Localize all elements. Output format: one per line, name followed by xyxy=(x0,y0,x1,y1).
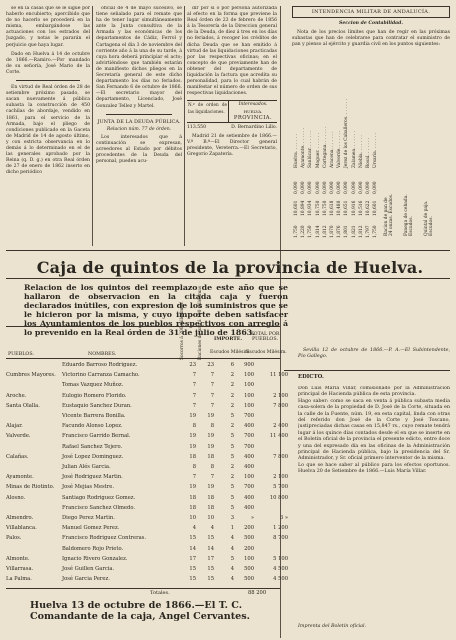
cell-pueblo: La Palma. xyxy=(6,576,32,583)
cell-nombre: Vicente Barrera Bonilla. xyxy=(62,413,126,419)
cell-raciones: 19 xyxy=(207,443,214,450)
cell-nombre: José Lopez Dominguez. xyxy=(62,453,124,460)
table-row xyxy=(6,484,288,491)
cell-total: 3 » xyxy=(279,515,288,521)
divider xyxy=(284,370,450,371)
cell-total: 11 100 xyxy=(269,372,288,379)
cell-total: 7 800 xyxy=(273,402,288,409)
cell-milesimas: » xyxy=(250,515,254,521)
table-row xyxy=(6,464,288,471)
table-row xyxy=(6,382,288,389)
table-row xyxy=(6,505,288,512)
cell-escudos: 4 xyxy=(230,535,234,542)
column-divider xyxy=(92,6,93,246)
price-cebada-value: 10,618 xyxy=(330,200,335,216)
cell-socorros: 19 xyxy=(189,484,196,491)
cell-socorros: 7 xyxy=(192,474,196,481)
th-total: TOTAL POR PUEBLOS. xyxy=(250,332,280,342)
junta-heading: JUNTA DE LA DEUDA PÚBLICA. xyxy=(97,118,181,125)
cell-escudos: 1 xyxy=(230,525,234,532)
th-raciones: Raciones de pan á 100 milésimas xyxy=(198,285,203,360)
edicto-heading: EDICTO. xyxy=(298,374,324,380)
column-3 xyxy=(187,6,277,246)
edicto-text: Don Luis María Villar, comisionado por la Administración principal de Hacienda pública de esta provincia. Hago saber: como se saca en venta á pública subasta media casa-solera de la propiedad de D. José de la Corte, situada en la calle de la Fuente, núm. 19, en esta capital, linda con otras del referido don José de la Corte y José Toscano, justipreciadas dichas casas en 15,847 rs., cuyo remate tendrá lugar á los quince días contados desde el en que se inserte en el Boletín oficial de la provincia el presente edicto, entre doce y una del expresado día en las oficinas de la Administración principal de Hacienda pública, bajo la presidencia del Sr. Administrador, y Sr. oficial primero interventor de la misma. Lo que se hace saber al público para los efectos oportunos. Huelva 20 de Setiembre de 1866.—Luis María Villar. xyxy=(298,386,450,475)
cell-pueblo: Aroche. xyxy=(6,392,27,399)
price-pan-value: 0,090 xyxy=(315,181,321,194)
cell-raciones: 7 xyxy=(210,372,214,379)
intendencia-heading: INTENDENCIA MILITAR DE ANDALUCÍA. xyxy=(292,6,450,18)
price-pan-title: Racion de pan de 24 onzas. Escudos. xyxy=(384,193,394,236)
cell-raciones: 18 xyxy=(207,504,214,511)
cell-nombre: Francisco Sanchez Olmedo. xyxy=(62,504,136,511)
table-row xyxy=(6,546,288,553)
cell-milesimas: 100 xyxy=(244,392,254,399)
price-place: Valverde. . . . . . . xyxy=(337,130,343,168)
cell-raciones: 4 xyxy=(210,525,214,532)
price-paja-value: 1,821 xyxy=(351,225,357,238)
cell-nombre: Santiago Rodriguez Gomez. xyxy=(62,494,136,501)
price-paja-value: 1,797 xyxy=(366,225,371,238)
price-cebada-value: 10,934 xyxy=(308,200,314,216)
cell-raciones: 15 xyxy=(207,535,214,542)
price-cebada-value: 10,750 xyxy=(322,200,328,216)
cell-socorros: 14 xyxy=(189,545,196,552)
cell-pueblo: Alajar. xyxy=(6,423,23,430)
province-label: HUELVA. xyxy=(243,108,263,114)
price-cebada-value: 10,622 xyxy=(366,200,371,216)
banner-top-rule xyxy=(6,250,450,251)
cell-nombre: Baldomero Rojo Prieto. xyxy=(62,545,124,552)
cell-escudos: 5 xyxy=(230,494,234,501)
table-row xyxy=(6,444,288,451)
cell-nombre: Francisco Garrido Bernal. xyxy=(62,433,131,440)
price-pan-value: 0,090 xyxy=(322,181,328,194)
cell-milesimas: 700 xyxy=(244,484,254,491)
cell-raciones: 23 xyxy=(207,362,214,368)
table-row xyxy=(6,474,288,481)
liquidation-name: D. Bernardino Lillo. xyxy=(231,124,277,130)
page-banner: Caja de quintos de la provincia de Huelva. xyxy=(36,258,424,277)
cell-total: 5 700 xyxy=(273,484,288,491)
cell-milesimas: 100 xyxy=(244,474,254,481)
cell-raciones: 15 xyxy=(207,566,214,572)
cell-nombre: Francisco Rodriguez Contreras. xyxy=(62,535,146,542)
cell-raciones: 18 xyxy=(207,453,214,460)
cell-socorros: 15 xyxy=(189,576,196,583)
cell-escudos: 5 xyxy=(230,443,234,450)
cell-socorros: 15 xyxy=(189,535,196,542)
price-cebada-value: 10,894 xyxy=(301,200,307,216)
cell-pueblo: Santa Olalla. xyxy=(6,402,40,409)
th-importe: IMPORTE. xyxy=(214,336,243,342)
table-row xyxy=(6,454,288,461)
relacion-subtitle: Relacion de los quintos del reemplazo de este año que se hallaron de observacion en la citada caja y fueron declarados inútiles, con expresion de los suministros que se le hicieron por la misma, y cuyo importe deben satisfacer los Ayuntamientos de los pueblos respectivos con arreglo á lo prevenido en la Real órden de 31 de julio de 1863. xyxy=(24,283,288,337)
cell-escudos: 2 xyxy=(230,474,234,481)
table-row xyxy=(6,372,288,379)
imprenta: Imprenta del Boletín oficial. xyxy=(298,624,367,629)
cell-escudos: 2 xyxy=(230,382,234,389)
price-paja-value: 1,750 xyxy=(308,225,314,238)
cell-escudos: 3 xyxy=(230,515,234,521)
cell-escudos: 2 xyxy=(230,464,234,470)
price-pan-value: 0,090 xyxy=(330,181,335,194)
cell-socorros: 19 xyxy=(189,443,196,450)
totales-value: 88 200 xyxy=(248,590,267,596)
cell-nombre: José Mejias Mestre. xyxy=(62,484,114,491)
cell-socorros: 7 xyxy=(192,372,196,379)
liquidation-row xyxy=(187,125,277,131)
table-row xyxy=(6,393,288,400)
th-escudos: Escudos Milésim. xyxy=(210,350,251,355)
table-row xyxy=(6,566,288,573)
price-pan-value: 0,090 xyxy=(366,181,371,194)
cell-escudos: 5 xyxy=(230,433,234,440)
cell-escudos: 4 xyxy=(230,545,234,552)
cell-nombre: Julian Alés Garcia. xyxy=(62,464,111,470)
price-paja-value: 1,814 xyxy=(315,225,321,238)
footer-signature: Huelva 13 de octubre de 1866.—El T. C. Comandante de la caja, Angel Cervantes. xyxy=(30,600,250,622)
cell-pueblo: Villarrasa. xyxy=(6,566,34,572)
cell-pueblo: Alosno. xyxy=(6,494,26,501)
price-cebada-value: 10,516 xyxy=(358,200,364,216)
price-pan-value: 0,090 xyxy=(344,181,350,194)
cell-socorros: 18 xyxy=(189,494,196,501)
cell-socorros: 8 xyxy=(192,464,196,470)
cell-raciones: 7 xyxy=(210,402,214,409)
cell-socorros: 18 xyxy=(189,504,196,511)
cell-pueblo: Palos. xyxy=(6,535,22,542)
col3-paragraph-2: Madrid 21 de setiembre de 1866.—V.º B.º—El Director general presidente, Vereterra.—El Secretario, Gregorio Zapatería. xyxy=(187,133,277,158)
province-heading: PROVINCIA. xyxy=(233,114,273,121)
price-cebada-value: 10,601 xyxy=(373,200,379,216)
cell-total: 2 100 xyxy=(273,392,288,399)
col1-paragraph-3: En virtud de Real órden de 28 de setiembre próximo pasado, se sacan nuevamente á pública subasta la construcción de 450 cachilas de abordaje, vendido en 1861, para el servicio de la Armada, bajo el pliego de condiciones publicado en la Gaceta de Madrid de 14 de agosto último, y con estricta observancia en lo demás á lo determinado en el de las generales aprobado por la Reina (q. D. g.) en otra Real órden de 27 de enero de 1862 inserto en dicho periódico xyxy=(6,85,90,176)
cell-raciones: 8 xyxy=(210,423,214,430)
cell-nombre: Diego Perez Martin. xyxy=(62,515,115,521)
cell-socorros: 4 xyxy=(192,525,196,532)
cell-raciones: 14 xyxy=(207,545,214,552)
table-top-rule xyxy=(6,326,280,327)
cell-total: 1 200 xyxy=(273,525,288,532)
price-place: Jerez de los Caballeros. . . . . . . xyxy=(344,98,350,168)
table-row xyxy=(6,535,288,542)
cell-total: 10 800 xyxy=(269,494,288,501)
price-paja-value: 1,812 xyxy=(322,225,328,238)
cell-nombre: Victorino Carranza Camacho. xyxy=(62,372,140,379)
cell-milesimas: 500 xyxy=(244,566,254,572)
table-row xyxy=(6,433,288,440)
price-cebada-value: 10,750 xyxy=(315,200,321,216)
price-paja-value: 1,801 xyxy=(344,225,350,238)
cell-milesimas: 700 xyxy=(244,443,254,450)
cell-socorros: 7 xyxy=(192,382,196,389)
cell-raciones: 15 xyxy=(207,576,214,583)
col4-paragraph-1: Nota de los precios límites que han de regir en las próximas subastas que han de celebrarse para contratar el suministro de pan y pienso al ejército y guardia civil en los puntos siguientes: xyxy=(292,30,450,48)
cell-total: 5 100 xyxy=(273,555,288,562)
cell-milesimas: 700 xyxy=(244,433,254,440)
cell-pueblo: Cumbres Mayores. xyxy=(6,372,56,379)
cell-socorros: 19 xyxy=(189,413,196,419)
cell-milesimas: 200 xyxy=(244,525,254,532)
price-cebada-value: 10,916 xyxy=(351,200,357,216)
cell-socorros: 19 xyxy=(189,433,196,440)
cell-socorros: 10 xyxy=(189,515,196,521)
price-table xyxy=(292,98,450,244)
cell-milesimas: 400 xyxy=(244,464,254,470)
col2-paragraph-1: oficial de 4 de mayo sucesivo, se tiene señalado para el remate que ha de tener lugar simultáneamente ante la Junta consultiva de la Armada y las económicas de los departamentos de Cádiz, Ferrol y Cartagena el día 3 de noviembre del corriente año á la una de su tarde, á cuya hora deberá principiar el acto; advirtiéndose que también estarán de manifiesto dichos pliegos en la Secretaría general de este dicho departamento los días no feriados. San Fernando 6 de octubre de 1866.—El secretario mayor del departamento, Licenciado, José Gonzalez Tellez y Martel. xyxy=(96,6,182,109)
cell-pueblo: Almonte. xyxy=(6,555,30,562)
price-place: Niebla. . . . . . . xyxy=(358,135,364,168)
cell-pueblo: Valverde. xyxy=(6,433,31,440)
cell-nombre: Tomas Vazquez Muñoz. xyxy=(62,382,124,389)
cell-escudos: 2 xyxy=(230,423,234,430)
cell-escudos: 6 xyxy=(230,362,234,368)
cell-escudos: 4 xyxy=(230,566,234,572)
cell-milesimas: 100 xyxy=(244,402,254,409)
cell-nombre: Manuel Gomez Perez. xyxy=(62,525,120,532)
cell-escudos: 2 xyxy=(230,392,234,399)
liquidation-table-header xyxy=(187,100,277,122)
cell-pueblo: Minas de Riotinto. xyxy=(6,484,55,491)
price-place: Huelva. . . . . . . xyxy=(294,134,299,168)
price-pan-value: 0,090 xyxy=(294,181,299,194)
price-paja-value: 1,750 xyxy=(373,225,379,238)
price-pan-value: 0,090 xyxy=(308,181,314,194)
cell-socorros: 8 xyxy=(192,423,196,430)
col3-paragraph-1: dir por sí ó por persona autorizada al efecto en la forma que previene la Real órden de 23 de febrero de 1856 á la Tesorería de la Direccion general de la Deuda, de diez á tres en los días no feriados, á recoger los créditos de dicha Deuda que se han emitido á virtud de las liquidaciones practicadas por las respectivas oficinas; en el concepto de que previamente han de obtener del departamento de liquidación la factura que acredita su personalidad, para lo cual habrán de manifestar el número de orden de sus respectivas liquidaciones. xyxy=(187,6,277,97)
cell-milesimas: 400 xyxy=(244,494,254,501)
table-row xyxy=(6,556,288,563)
price-pan-value: 0,090 xyxy=(301,181,307,194)
cell-milesimas: 100 xyxy=(244,382,254,389)
cell-raciones: 19 xyxy=(207,433,214,440)
cell-total: 7 800 xyxy=(273,453,288,460)
cell-total: 4 500 xyxy=(273,576,288,583)
cell-pueblo: Calañas. xyxy=(6,453,29,460)
cell-total: 11 400 xyxy=(269,433,288,440)
cell-socorros: 15 xyxy=(189,566,196,572)
cell-escudos: 2 xyxy=(230,402,234,409)
cell-milesimas: 500 xyxy=(244,535,254,542)
totales-label: Totales. xyxy=(150,590,170,596)
liquidation-number: 113.550 xyxy=(187,124,206,130)
table-row xyxy=(6,525,288,532)
cell-raciones: 7 xyxy=(210,382,214,389)
price-paja-value: 1,876 xyxy=(337,225,343,238)
cell-escudos: 5 xyxy=(230,453,234,460)
price-place: Sanlúcar. . . . . . . xyxy=(308,130,314,168)
price-place: Rosal. . . . . . . xyxy=(366,137,371,168)
col1-paragraph-2: Dado en Huelva á 14 de octubre de 1866.—Ramiro.—Por mandado de su señoría, José Mario de la Corte. xyxy=(6,51,90,75)
table-bottom-rule xyxy=(6,588,280,589)
cell-raciones: 18 xyxy=(207,494,214,501)
cell-milesimas: 400 xyxy=(244,504,254,511)
cell-total: 2 100 xyxy=(273,474,288,481)
table-header-rule xyxy=(6,358,280,359)
price-paja-value: 1,870 xyxy=(330,225,335,238)
cell-escudos: 5 xyxy=(230,484,234,491)
price-cebada-value: 10,480 xyxy=(337,200,343,216)
cell-socorros: 7 xyxy=(192,402,196,409)
th-socorros: Socorros á 200 milésimas. xyxy=(180,301,185,360)
divider xyxy=(16,80,80,81)
cell-nombre: Eustaquio Sanchez Duran. xyxy=(62,402,132,409)
price-pan-value: 0,090 xyxy=(373,181,379,194)
th-escudos-total: Escudos Milésim. xyxy=(246,350,287,355)
cell-escudos: 5 xyxy=(230,413,234,419)
price-pan-value: 0,090 xyxy=(337,181,343,194)
cell-raciones: 17 xyxy=(207,555,214,562)
table-row xyxy=(6,576,288,583)
cell-milesimas: 400 xyxy=(244,423,254,430)
table-row xyxy=(6,413,288,420)
price-place: Ayamonte. . . . . . . xyxy=(301,127,307,168)
cell-escudos: 5 xyxy=(230,504,234,511)
cell-nombre: Eduardo Barroso Rodriguez. xyxy=(62,362,138,368)
signature-text: Sevilla 12 de octubre de 1866.—P. A.—El Subintendente, Pio Gallego. xyxy=(298,348,450,360)
cell-raciones: 19 xyxy=(207,484,214,491)
column-divider xyxy=(184,6,185,246)
cell-raciones: 7 xyxy=(210,392,214,399)
price-place: Ursaria. . . . . . . xyxy=(373,133,379,168)
cell-pueblo: Villablanca. xyxy=(6,525,37,532)
price-pan-value: 0,090 xyxy=(351,181,357,194)
relacion-heading: Relacion núm. 77 de órden. xyxy=(106,126,172,132)
cell-socorros: 17 xyxy=(189,555,196,562)
column-2 xyxy=(96,6,182,248)
cell-escudos: 5 xyxy=(230,555,234,562)
th-interesados: Interesados. xyxy=(238,102,268,108)
th-pueblos: PUEBLOS. xyxy=(8,352,34,357)
cell-total: 2 400 xyxy=(273,423,288,430)
col1-paragraph-1: se en la casas que se le sigue por haberlo encubierto; apercibido que de no hacerlo se procederá en la misma, embargándose las actuaciones con los estrados del Juzgado, y notas le pararán el perjuicio que haya lugar. xyxy=(6,6,90,48)
price-place: Zalamea. . . . . . . xyxy=(351,130,357,168)
price-place: Cortegana. . . . . . . xyxy=(322,126,328,168)
intendencia-signature xyxy=(298,348,450,364)
cell-nombre: Ignacio Rivero Gonzalez. xyxy=(62,555,128,562)
price-place: Aracena. . . . . . . xyxy=(330,131,335,168)
table-row xyxy=(6,362,288,369)
cell-milesimas: 100 xyxy=(244,372,254,379)
cell-raciones: 7 xyxy=(210,474,214,481)
th-orden: N.º de orden de las liquidaciones. xyxy=(187,101,229,121)
cell-socorros: 7 xyxy=(192,392,196,399)
price-paja-value: 1,812 xyxy=(358,225,364,238)
cell-raciones: 19 xyxy=(207,413,214,419)
column-1 xyxy=(6,6,90,232)
th-nombres: NOMBRES. xyxy=(88,352,117,357)
cell-nombre: Facundo Alonso Lopez. xyxy=(62,423,123,430)
table-row xyxy=(6,423,288,430)
cell-nombre: José Rodriguez Martin. xyxy=(62,474,123,481)
table-row xyxy=(6,403,288,410)
cell-milesimas: 200 xyxy=(244,545,254,552)
price-paja-value: 1,220 xyxy=(301,225,307,238)
cell-raciones: 10 xyxy=(207,515,214,521)
price-paja-value: 1,750 xyxy=(294,225,299,238)
price-cebada-value: 10,651 xyxy=(344,200,350,216)
table-row xyxy=(6,515,288,522)
table-row xyxy=(6,495,288,502)
cell-escudos: 4 xyxy=(230,576,234,583)
seccion-heading: Seccion de Contabilidad. xyxy=(339,21,403,27)
cell-milesimas: 900 xyxy=(244,362,254,368)
cell-milesimas: 700 xyxy=(244,413,254,419)
cell-pueblo: Ayamonte. xyxy=(6,474,34,481)
price-pan-value: 0,090 xyxy=(358,181,364,194)
cell-escudos: 2 xyxy=(230,372,234,379)
cell-nombre: José Garcia Perez. xyxy=(62,576,110,583)
cell-raciones: 8 xyxy=(210,464,214,470)
price-place: Moguer. . . . . . . xyxy=(315,132,321,168)
cell-socorros: 23 xyxy=(189,362,196,368)
cell-milesimas: 100 xyxy=(244,555,254,562)
price-paja-title: Quintal de paja. Escudos. xyxy=(424,200,434,236)
cell-milesimas: 500 xyxy=(244,576,254,583)
cell-nombre: José Guillen Garcia. xyxy=(62,566,115,572)
cell-nombre: Rafael Sanchez Tejero. xyxy=(62,443,123,450)
divider xyxy=(106,114,172,115)
price-cebada-value: 10,601 xyxy=(294,200,299,216)
banner-bottom-rule xyxy=(6,278,450,279)
price-cebada-title: Fanega de cebada. Escudos. xyxy=(404,194,414,236)
cell-pueblo: Almendro. xyxy=(6,515,34,521)
cell-socorros: 18 xyxy=(189,453,196,460)
cell-nombre: Eulogio Romero Florido. xyxy=(62,392,127,399)
cell-total: 4 500 xyxy=(273,566,288,572)
col2-paragraph-2: Los interesados que á continuación se expresan, acreedores al Estado por débitos procedentes de la Deuda del personal, pueden acu- xyxy=(96,134,182,165)
cell-milesimas: 400 xyxy=(244,453,254,460)
cell-total: 8 700 xyxy=(273,535,288,542)
